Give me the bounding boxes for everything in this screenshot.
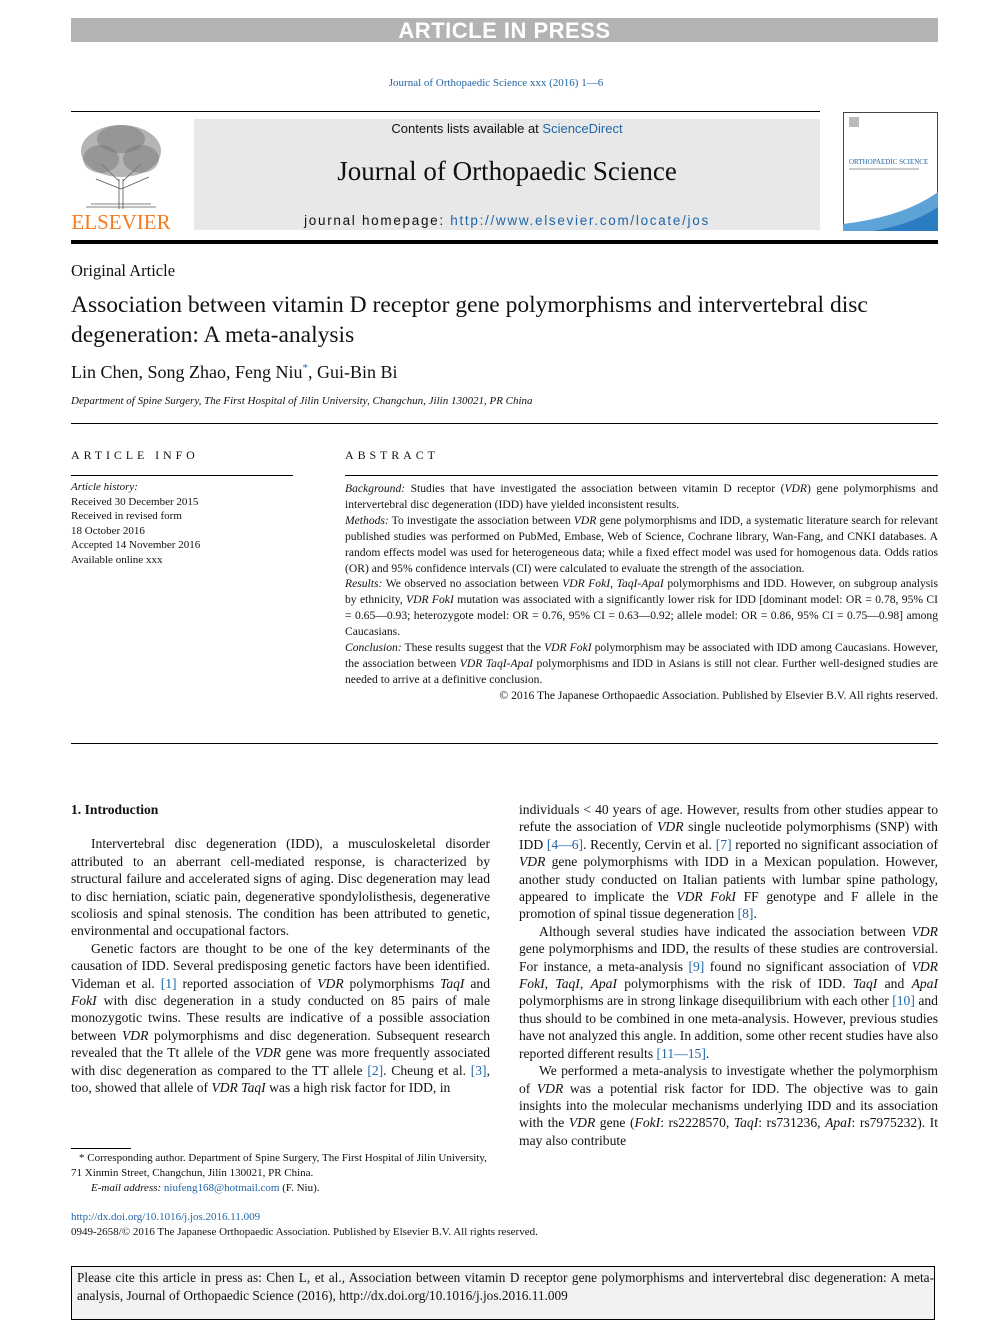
abstract-results: Results: We observed no association between VDR FokI, TaqI-ApaI polymorphisms and IDD. However, on subgroup analysis by ethnicity, VDR FokI mutation was associated with a significantly lower risk for IDD [dominant model: OR = 0.78, 95% CI = 0.65—0.93; heterozygote model: OR = 0.76, 95% CI = 0.63—0.92; allele model: OR = 0.86, 95% CI = 0.75—0.98] among Caucasians.	[345, 577, 939, 639]
abstract-heading: ABSTRACT	[345, 448, 439, 462]
available-online: Available online xxx	[71, 553, 163, 566]
article-history	[71, 480, 200, 568]
citation-link[interactable]: [1]	[160, 975, 177, 991]
received-date: Received 30 December 2015	[71, 495, 199, 508]
abstract-methods: Methods: To investigate the association between VDR gene polymorphisms and IDD, a systematic literature search for relevant published studies was performed on PubMed, Embase, Web of Science, Cochrane library, Wan-Fang, and CNKI databases. A random effects model was used for heterogeneous data; while a fixed effect model was used for homogenous data. Odds ratios (OR) and 95% confidence intervals (CI) were calculated to evaluate the strength of the association.	[345, 513, 938, 575]
body-right-column	[519, 801, 938, 1149]
homepage-link[interactable]: http://www.elsevier.com/locate/jos	[450, 213, 710, 228]
email-tail: (F. Niu).	[279, 1182, 320, 1194]
citation-link[interactable]: [8]	[737, 906, 754, 922]
cover-title: ORTHOPAEDIC SCIENCE	[849, 158, 929, 166]
corresponding-author-footnote	[71, 1151, 490, 1196]
journal-cover-thumbnail	[843, 112, 938, 231]
intro-paragraph-3: Although several studies have indicated the association between VDR gene polymorphisms and IDD, the results of these studies are controversial. For instance, a meta-analysis [9] found no significant association of VDR FokI, TaqI, ApaI polymorphisms with the risk of IDD. TaqI and ApaI polymorphisms are in strong linkage disequilibrium with each other [10] and thus should to be combined in one meta-analysis. However, previous studies have not analyzed this angle. In addition, some other recent studies have also reported different results [11—15].	[519, 923, 939, 1061]
citation-link[interactable]: [2]	[367, 1062, 384, 1078]
contents-available-line	[194, 121, 820, 136]
email-link[interactable]: niufeng168@hotmail.com	[163, 1182, 280, 1194]
corresponding-author-marker[interactable]: *	[302, 362, 308, 374]
header-thick-rule	[71, 240, 938, 244]
citation-link[interactable]: [7]	[715, 836, 732, 852]
divider	[71, 743, 938, 744]
authors-after: , Gui-Bin Bi	[308, 362, 398, 382]
elsevier-logo	[71, 119, 171, 232]
footnote-star: *	[79, 1152, 85, 1164]
journal-cover-image	[843, 112, 938, 231]
journal-homepage-line	[194, 213, 820, 228]
intro-paragraph-4: We performed a meta-analysis to investigate whether the polymorphism of VDR was a potential risk factor for IDD. The objective was to gain insights into the molecular mechanisms underlying IDD and its association with the VDR gene (FokI: rs2228570, TaqI: rs731236, ApaI: rs7975232). It may also contribute	[519, 1063, 938, 1148]
revised-label: Received in revised form	[71, 510, 182, 523]
citation-link[interactable]: [10]	[892, 993, 915, 1009]
citation-link[interactable]: [3]	[470, 1062, 487, 1078]
issn-copyright: 0949-2658/© 2016 The Japanese Orthopaedic Association. Published by Elsevier B.V. All rights reserved.	[71, 1226, 538, 1238]
divider	[71, 423, 938, 424]
header-top-rule	[71, 111, 820, 112]
abstract-background: Background: Studies that have investigated the association between vitamin D receptor (VDR) gene polymorphisms and intervertebral disc degeneration (IDD) have yielded inconsistent results.	[345, 482, 939, 511]
article-info-heading: ARTICLE INFO	[71, 448, 199, 462]
journal-reference-link[interactable]: Journal of Orthopaedic Science xxx (2016) 1—6	[388, 77, 604, 89]
homepage-prefix: journal homepage:	[304, 213, 451, 228]
revised-date: 18 October 2016	[71, 524, 145, 537]
affiliation: Department of Spine Surgery, The First Hospital of Jilin University, Changchun, Jilin 130021, PR China	[71, 395, 533, 407]
email-label: E-mail address:	[91, 1182, 162, 1194]
article-type: Original Article	[71, 261, 176, 280]
sciencedirect-link[interactable]: ScienceDirect	[542, 121, 623, 136]
intro-paragraph-2: Genetic factors are thought to be one of the key determinants of the causation of IDD. Several predisposing genetic factors have been identified. Videman et al. [1] reported association of VDR polymorphisms TaqI and FokI with disc degeneration in a study conducted on 85 pairs of male monozygotic twins. These results are indicative of a possible association between VDR polymorphisms and disc degeneration. Subsequent research revealed that the Tt allele of the VDR gene was more frequently associated with disc degeneration as compared to the TT allele [2]. Cheung et al. [3], too, showed that allele of VDR TaqI was a high risk factor for IDD, in	[71, 940, 490, 1096]
citation-box: Please cite this article in press as: Chen L, et al., Association between vitamin D receptor gene polymorphisms and intervertebral disc degeneration: A meta-analysis, Journal of Orthopaedic Science (2016), http://dx.doi.org/10.1016/j.jos.2016.11.009	[71, 1266, 935, 1320]
article-title: Association between vitamin D receptor gene polymorphisms and intervertebral disc degeneration: A meta-analysis	[71, 292, 868, 348]
journal-name: Journal of Orthopaedic Science	[337, 156, 677, 186]
elsevier-tree-icon	[71, 119, 171, 232]
elsevier-wordmark: ELSEVIER	[71, 210, 171, 232]
author-list	[71, 362, 398, 383]
section-heading: 1. Introduction	[71, 802, 159, 817]
citation-link[interactable]: [11—15]	[656, 1045, 706, 1061]
intro-paragraph-1: Intervertebral disc degeneration (IDD), a musculoskeletal disorder attributed to an aberrant cell-mediated response, is characterized by structural failure and accelerated signs of aging. Disc degeneration may lead to disc herniation, sciatic pain, degenerative spondylolisthesis, degenerative scoliosis and spinal stenosis. The condition has been attributed to genetic, environmental and occupational factors.	[71, 836, 490, 939]
article-in-press-banner: ARTICLE IN PRESS	[71, 18, 938, 42]
body-left-column	[71, 801, 490, 1097]
authors-before: Lin Chen, Song Zhao, Feng Niu	[71, 362, 303, 382]
abstract-conclusion: Conclusion: These results suggest that the VDR FokI polymorphism may be associated with IDD among Caucasians. However, the association between VDR TaqI-ApaI polymorphisms and IDD in Asians is still not clear. Further well-designed studies are needed to arrive at a definitive conclusion.	[345, 641, 939, 686]
citation-link[interactable]: [4—6]	[546, 836, 584, 852]
divider	[345, 475, 938, 476]
accepted-date: Accepted 14 November 2016	[71, 539, 201, 552]
abstract-body	[345, 481, 938, 704]
doi-link[interactable]: http://dx.doi.org/10.1016/j.jos.2016.11.009	[71, 1211, 261, 1223]
history-label: Article history:	[71, 481, 138, 493]
intro-paragraph-2-continued: individuals < 40 years of age. However, results from other studies appear to refute the association of VDR single nucleotide polymorphisms (SNP) with IDD [4—6]. Recently, Cervin et al. [7] reported no significant association of VDR gene polymorphisms with IDD in a Mexican population. However, another study conducted on Italian patients with lumbar spine pathology, appeared to implicate the VDR FokI FF genotype and F allele in the promotion of spinal tissue degeneration [8].	[519, 802, 939, 922]
citation-link[interactable]: [9]	[688, 958, 705, 974]
abstract-copyright: © 2016 The Japanese Orthopaedic Association. Published by Elsevier B.V. All rights reserved.	[499, 688, 938, 702]
footnote-text: Corresponding author. Department of Spine Surgery, The First Hospital of Jilin University, 71 Xinmin Street, Changchun, Jilin 130021, PR China.	[71, 1152, 487, 1179]
divider	[71, 475, 293, 476]
footnote-rule	[71, 1148, 131, 1149]
contents-prefix: Contents lists available at	[391, 121, 543, 136]
